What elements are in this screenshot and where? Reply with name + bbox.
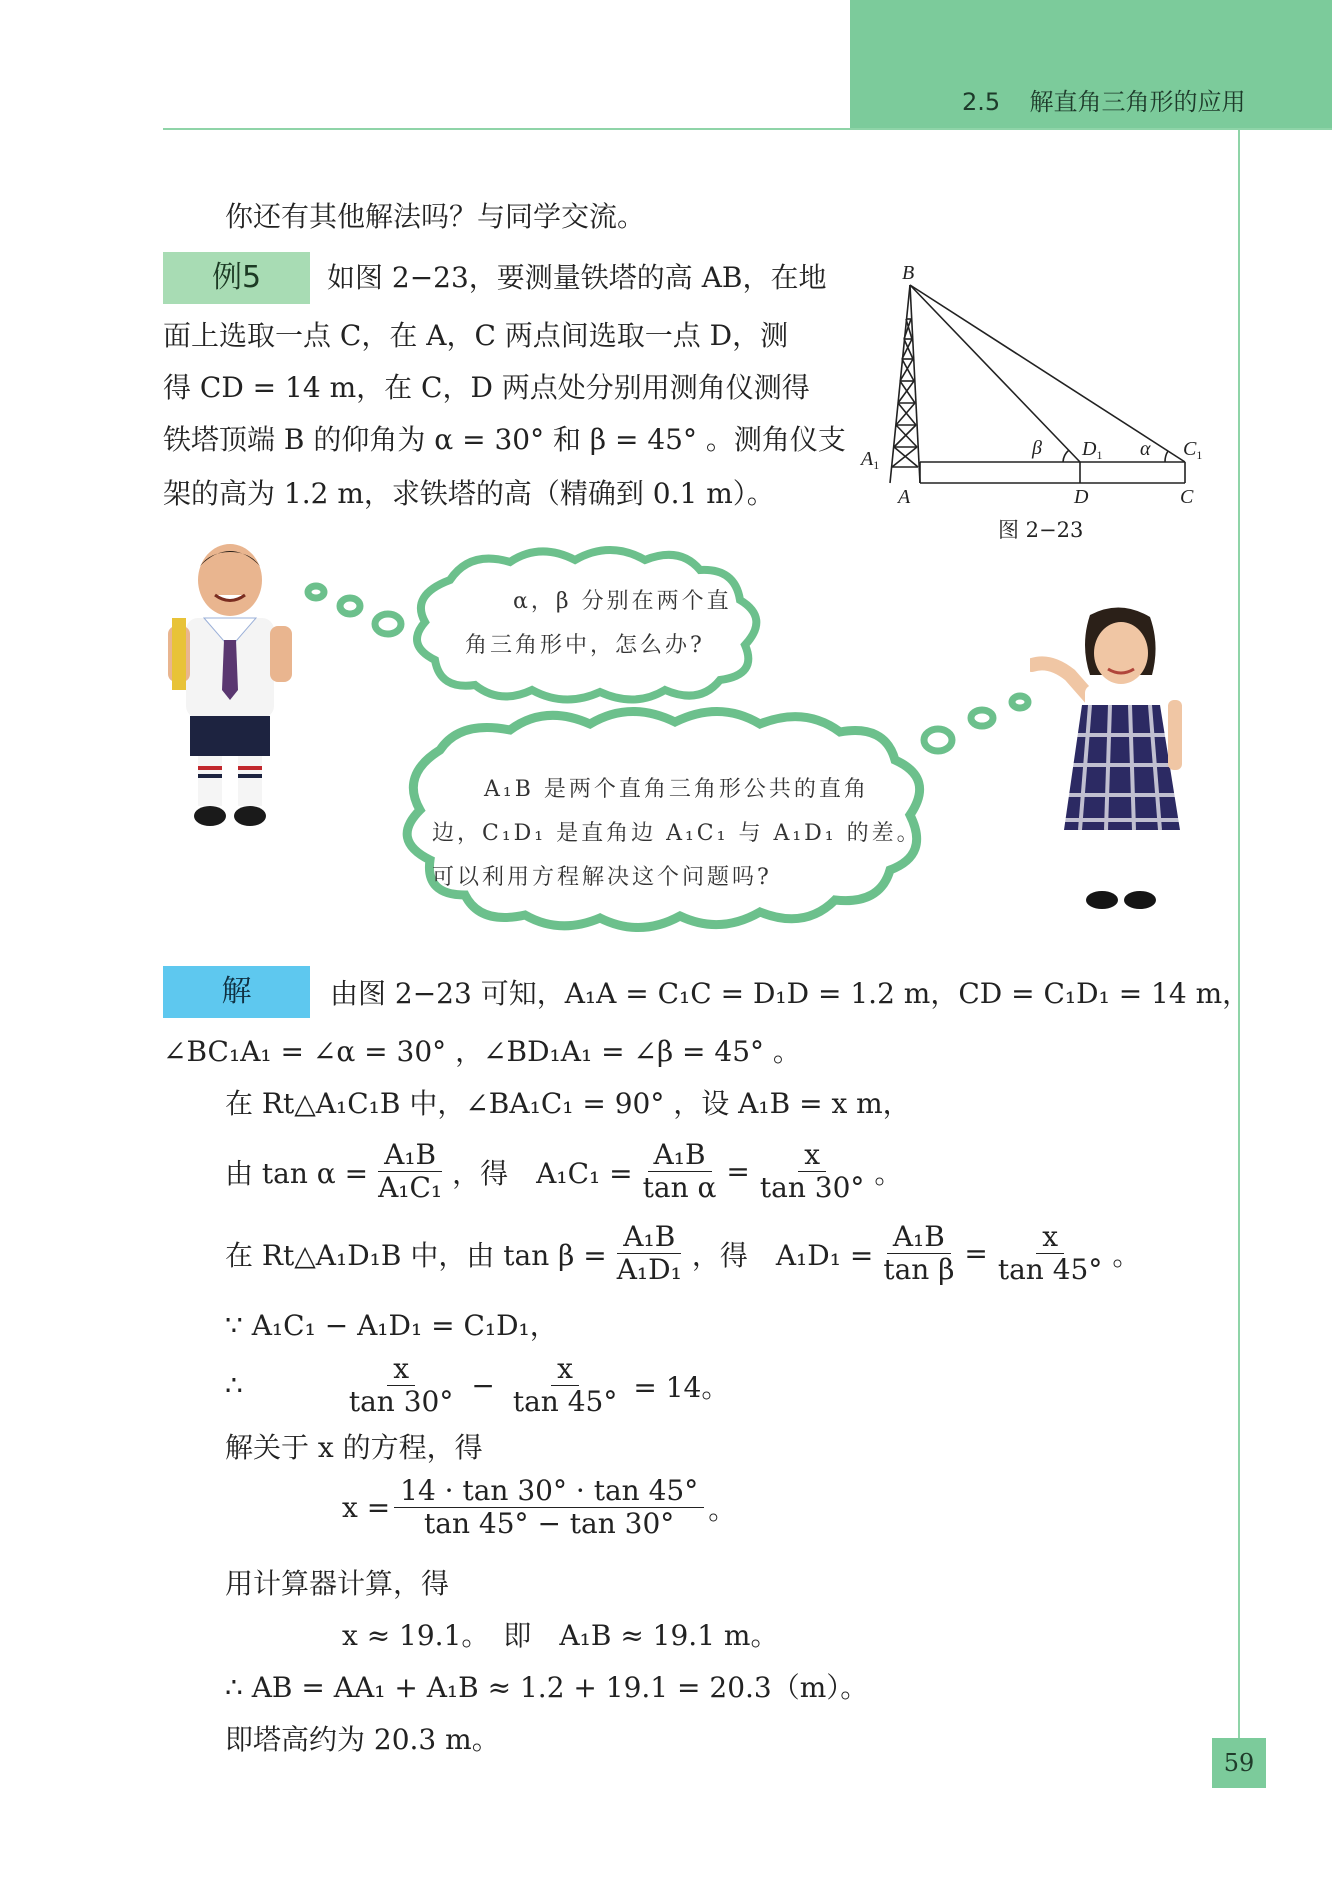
l7-end: = 14。 <box>633 1370 730 1404</box>
girl-bubble-line-3: 可以利用方程解决这个问题吗? <box>432 865 772 890</box>
example-line-3: 得 CD = 14 m，在 C，D 两点处分别用测角仪测得 <box>163 371 810 404</box>
l7-fraction-2: $\frac{x}{\tan 45^\circ}$ <box>512 1352 618 1418</box>
l9-fraction: $\frac{14 \cdot \tan 30^\circ \cdot \tan 45^\circ}{\tan 45^\circ - \tan 30^\circ}$ <box>394 1476 704 1539</box>
tower-left-leg <box>890 285 910 483</box>
l5-pre: 在 Rt△A₁D₁B 中，由 tan β = <box>225 1238 607 1272</box>
boy-illustration <box>160 540 300 830</box>
l4-fraction-3: $\frac{x}{\tan 30^\circ}$ <box>759 1138 865 1204</box>
l5-end: 。 <box>1112 1238 1141 1272</box>
label-B: B <box>902 262 915 284</box>
label-A: A <box>898 486 911 508</box>
solution-line-1: 由图 2−23 可知，A₁A = C₁C = D₁D = 1.2 m，CD = C₁D₁ = 14 m， <box>330 977 1251 1010</box>
solution-line-5 <box>225 1222 1140 1285</box>
l7-fraction-1: $\frac{x}{\tan 30^\circ}$ <box>348 1352 454 1418</box>
solution-line-8: 解关于 x 的方程，得 <box>225 1431 483 1464</box>
l4-mid: ，得 A₁C₁ = <box>452 1156 633 1190</box>
margin-rule <box>1238 130 1240 1750</box>
label-beta: β <box>1032 437 1042 459</box>
boy-bubble-line-1: α，β 分别在两个直 <box>513 589 732 614</box>
example-line-1: 如图 2−23，要测量铁塔的高 AB，在地 <box>327 261 827 294</box>
sight-line-d1 <box>910 285 1080 462</box>
example-line-2: 面上选取一点 C，在 A，C 两点间选取一点 D，测 <box>163 319 789 352</box>
page-number: 59 <box>1212 1738 1266 1788</box>
solution-line-2: ∠BC₁A₁ = ∠α = 30° ，∠BD₁A₁ = ∠β = 45° 。 <box>163 1035 801 1068</box>
girl-bubble-line-2: 边，C₁D₁ 是直角边 A₁C₁ 与 A₁D₁ 的差。 <box>432 821 922 846</box>
solution-line-10: 用计算器计算，得 <box>225 1567 450 1600</box>
solution-line-11: x ≈ 19.1。 即 A₁B ≈ 19.1 m。 <box>342 1619 779 1652</box>
header-rule <box>163 128 1332 130</box>
l5-fraction-3: $\frac{x}{\tan 45^\circ}$ <box>997 1220 1103 1286</box>
girl-bubble-line-1: A₁B 是两个直角三角形公共的直角 <box>484 777 869 802</box>
girl-bubble-text <box>432 768 952 900</box>
section-number: 2.5 <box>962 88 1001 116</box>
l9-end: 。 <box>708 1492 737 1526</box>
sight-line-c1 <box>910 285 1185 462</box>
solution-line-4 <box>225 1140 902 1203</box>
l4-end: 。 <box>874 1156 903 1190</box>
example-tag: 例5 <box>163 252 310 304</box>
example-line-5: 架的高为 1.2 m，求铁塔的高（精确到 0.1 m）。 <box>163 477 775 510</box>
figure-caption: 图 2−23 <box>998 518 1084 542</box>
figure-2-23 <box>850 255 1210 545</box>
solution-line-3: 在 Rt△A₁C₁B 中，∠BA₁C₁ = 90° ，设 A₁B = x m， <box>225 1087 911 1120</box>
l4-fraction-1: $\frac{\text{A₁B}}{\text{A₁C₁}}$ <box>378 1138 443 1204</box>
l7-therefore: ∴ <box>225 1369 243 1402</box>
l4-fraction-2: $\frac{\text{A₁B}}{\text{tan α}}$ <box>642 1138 717 1204</box>
section-heading <box>962 82 1245 117</box>
label-D: D <box>1074 486 1089 508</box>
solution-line-12: ∴ AB = AA₁ + A₁B ≈ 1.2 + 19.1 = 20.3（m）。 <box>225 1671 869 1704</box>
l9-pre: x = <box>342 1491 391 1524</box>
l4-pre: 由 tan α = <box>225 1156 369 1190</box>
solution-line-6: ∵ A₁C₁ − A₁D₁ = C₁D₁， <box>225 1309 558 1342</box>
l5-mid: ，得 A₁D₁ = <box>691 1238 874 1272</box>
solution-tag: 解 <box>163 966 310 1018</box>
label-alpha: α <box>1140 438 1151 460</box>
label-C: C <box>1180 486 1194 508</box>
l7-minus: − <box>471 1369 495 1402</box>
girl-illustration <box>1030 605 1210 920</box>
boy-bubble-text <box>465 580 785 668</box>
l5-fraction-1: $\frac{\text{A₁B}}{\text{A₁D₁}}$ <box>616 1220 682 1286</box>
example-line-4: 铁塔顶端 B 的仰角为 α = 30° 和 β = 45° 。测角仪支 <box>163 423 846 456</box>
solution-line-9 <box>342 1476 736 1539</box>
l4-eq: = <box>726 1155 750 1188</box>
intro-text: 你还有其他解法吗？与同学交流。 <box>225 200 646 233</box>
label-C1: $C_1$ <box>1183 438 1203 462</box>
solution-line-7 <box>225 1354 729 1417</box>
boy-bubble-line-2: 角三角形中，怎么办? <box>465 633 705 658</box>
label-D1: $D_1$ <box>1082 438 1103 462</box>
l5-eq: = <box>964 1237 988 1270</box>
section-title: 解直角三角形的应用 <box>1029 88 1246 116</box>
solution-line-13: 即塔高约为 20.3 m。 <box>225 1723 500 1756</box>
label-A1: $A_1$ <box>861 448 880 472</box>
l5-fraction-2: $\frac{\text{A₁B}}{\text{tan β}}$ <box>883 1220 955 1286</box>
